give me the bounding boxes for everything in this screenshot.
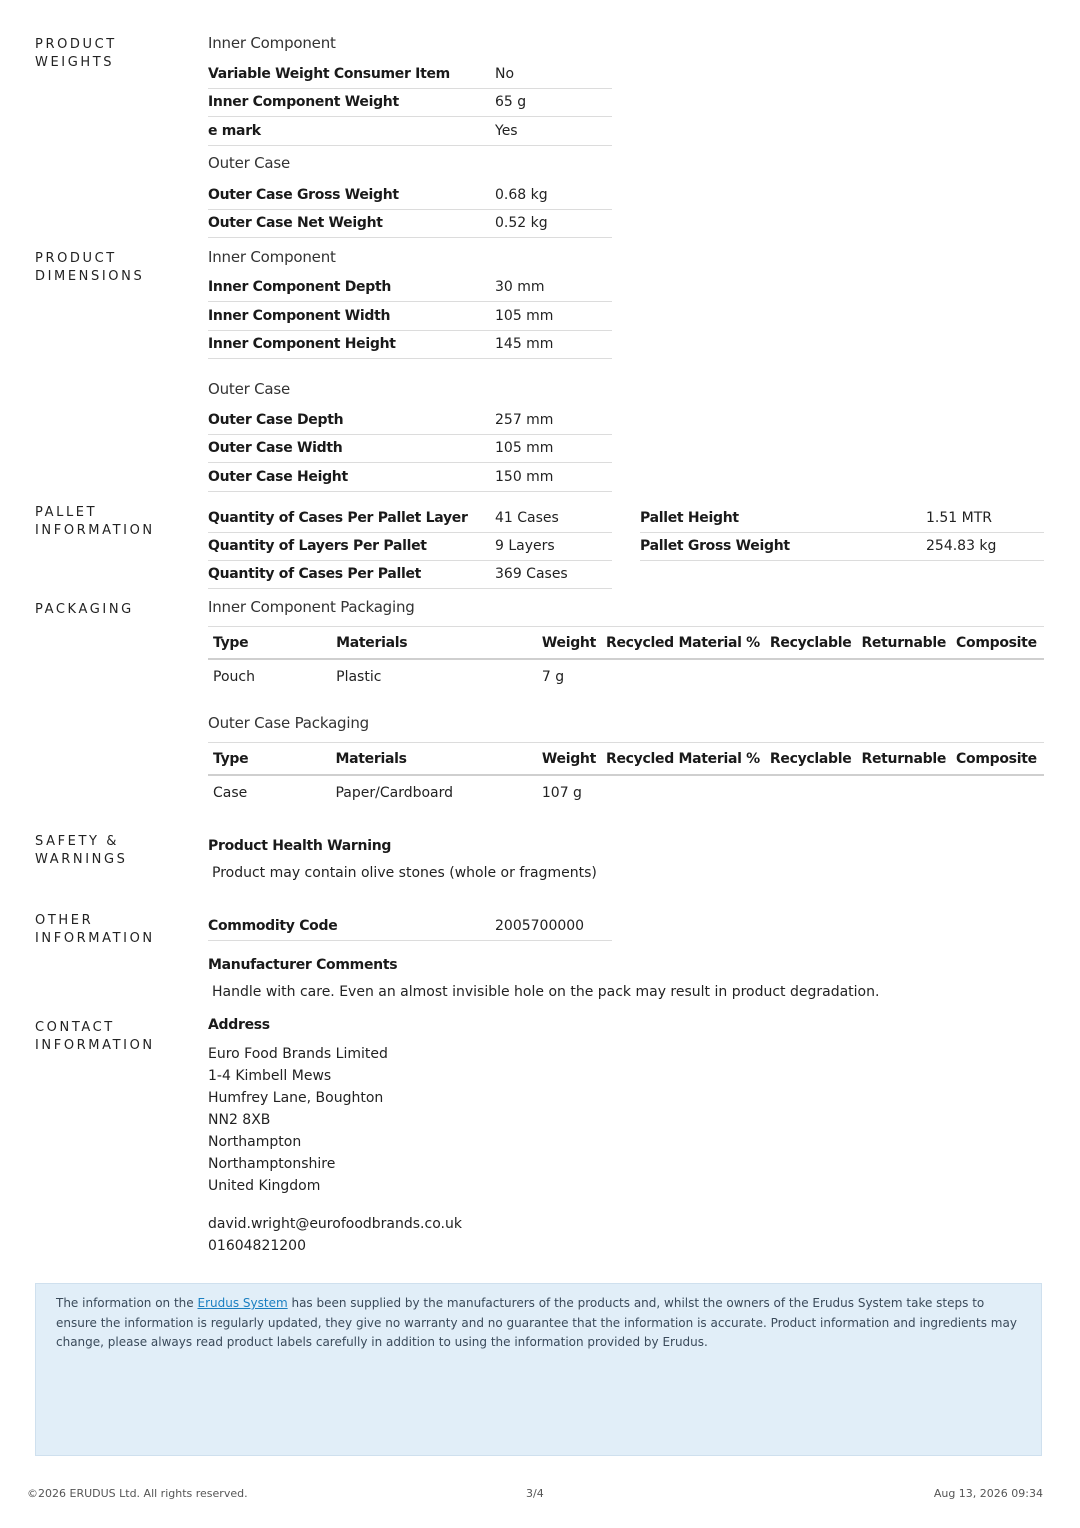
kv-row	[208, 273, 612, 302]
inner-packaging-table	[208, 626, 1044, 694]
kv-row	[208, 88, 612, 117]
column-header-returnable: Returnable	[856, 627, 951, 660]
address-line: United Kingdom	[208, 1178, 321, 1194]
footer-timestamp: Aug 13, 2026 09:34	[933, 1487, 1043, 1500]
health-warning-text: Product may contain olive stones (whole or fragments)	[212, 865, 597, 881]
table-row	[208, 775, 1044, 810]
kv-row	[208, 406, 612, 435]
address-block	[208, 1043, 388, 1197]
column-header-recyclable: Recyclable	[765, 627, 857, 660]
kv-value: 105 mm	[495, 440, 554, 456]
kv-label: Outer Case Net Weight	[208, 215, 383, 231]
kv-label: Quantity of Cases Per Pallet	[208, 566, 422, 582]
column-header-composite: Composite	[951, 627, 1044, 660]
kv-value: 257 mm	[495, 412, 554, 428]
kv-row	[208, 181, 612, 210]
address-line: Euro Food Brands Limited	[208, 1046, 388, 1062]
kv-label: Quantity of Layers Per Pallet	[208, 538, 427, 554]
footer-copyright: ©2026 ERUDUS Ltd. All rights reserved.	[27, 1487, 248, 1500]
section-label-safety-warnings: SAFETY & WARNINGS	[35, 834, 128, 867]
outer-packaging-table	[208, 742, 1044, 810]
contact-phone: 01604821200	[208, 1238, 306, 1254]
cell-recycled	[601, 659, 765, 694]
cell-weight: 107 g	[541, 785, 582, 801]
kv-label: Outer Case Depth	[208, 412, 344, 428]
kv-value: 9 Layers	[495, 538, 555, 554]
disclaimer-body: has been supplied by the manufacturers of the products and, whilst the owners of the Erudus System take steps to ensure the information is regularly updated, they give no warranty and no guarantee that the information is accurate. Product information and ingredients may change, please always read product labels carefully in addition to using the information provided by Erudus.	[56, 1296, 1017, 1349]
kv-label: Pallet Gross Weight	[640, 538, 790, 554]
commodity-code-label: Commodity Code	[208, 918, 338, 934]
kv-label: e mark	[208, 123, 261, 139]
kv-value: 145 mm	[495, 336, 554, 352]
column-header-materials: Materials	[331, 627, 537, 660]
kv-value: 1.51 MTR	[926, 510, 992, 526]
kv-value: 0.68 kg	[495, 187, 548, 203]
column-header-materials: Materials	[330, 743, 536, 776]
kv-row	[208, 330, 612, 359]
cell-composite	[951, 775, 1044, 810]
column-header-type: Type	[208, 627, 331, 660]
footer-page-number: 3/4	[526, 1487, 544, 1500]
kv-value: No	[495, 66, 515, 82]
cell-recycled	[601, 775, 765, 810]
cell-recyclable	[765, 659, 857, 694]
kv-row	[640, 504, 1044, 533]
address-line: 1-4 Kimbell Mews	[208, 1068, 332, 1084]
kv-row	[208, 434, 612, 463]
section-label-other-information: OTHER INFORMATION	[35, 913, 155, 946]
inner-packaging-subheading: Inner Component Packaging	[208, 598, 415, 616]
kv-label: Inner Component Depth	[208, 279, 392, 295]
kv-row	[208, 463, 612, 492]
cell-materials: Paper/Cardboard	[335, 785, 454, 801]
cell-type: Case	[213, 785, 248, 801]
kv-row	[208, 560, 612, 589]
dimensions-inner-subheading: Inner Component	[208, 248, 336, 266]
outer-packaging-subheading: Outer Case Packaging	[208, 714, 369, 732]
kv-value: 30 mm	[495, 279, 545, 295]
table-row	[208, 659, 1044, 694]
kv-row	[208, 504, 612, 533]
cell-weight: 7 g	[541, 669, 565, 685]
kv-row	[208, 302, 612, 331]
kv-value: 0.52 kg	[495, 215, 548, 231]
kv-value: 65 g	[495, 94, 527, 110]
section-label-packaging: PACKAGING	[35, 602, 134, 617]
section-label-product-weights: PRODUCT WEIGHTS	[35, 37, 117, 70]
contact-details	[208, 1213, 462, 1257]
column-header-weight: Weight	[537, 743, 601, 776]
kv-label: Variable Weight Consumer Item	[208, 66, 450, 82]
cell-type: Pouch	[213, 669, 255, 685]
column-header-returnable: Returnable	[856, 743, 951, 776]
kv-row	[208, 117, 612, 146]
kv-label: Quantity of Cases Per Pallet Layer	[208, 510, 468, 526]
manufacturer-comments-heading: Manufacturer Comments	[208, 957, 398, 973]
manufacturer-comments-text: Handle with care. Even an almost invisible hole on the pack may result in product degradation.	[212, 984, 880, 1000]
cell-materials: Plastic	[336, 669, 382, 685]
section-label-pallet-information: PALLET INFORMATION	[35, 505, 155, 538]
kv-label: Inner Component Height	[208, 336, 396, 352]
kv-value: 41 Cases	[495, 510, 559, 526]
column-header-composite: Composite	[951, 743, 1044, 776]
erudus-system-link[interactable]: Erudus System	[197, 1296, 288, 1310]
kv-row	[208, 532, 612, 561]
disclaimer-prefix: The information on the	[56, 1296, 198, 1310]
cell-returnable	[856, 775, 951, 810]
kv-label: Pallet Height	[640, 510, 739, 526]
address-line: Northamptonshire	[208, 1156, 336, 1172]
table-header-row	[208, 627, 1044, 660]
kv-label: Outer Case Width	[208, 440, 343, 456]
kv-label: Outer Case Height	[208, 469, 348, 485]
dimensions-outer-subheading: Outer Case	[208, 380, 291, 398]
kv-label: Inner Component Weight	[208, 94, 399, 110]
kv-value: 254.83 kg	[926, 538, 997, 554]
weights-inner-subheading: Inner Component	[208, 34, 336, 52]
kv-row	[640, 532, 1044, 561]
kv-row	[208, 912, 612, 941]
kv-label: Inner Component Width	[208, 308, 391, 324]
address-line: Northampton	[208, 1134, 302, 1150]
weights-outer-subheading: Outer Case	[208, 154, 291, 172]
health-warning-heading: Product Health Warning	[208, 838, 392, 854]
address-line: NN2 8XB	[208, 1112, 271, 1128]
cell-composite	[951, 659, 1044, 694]
kv-value: 105 mm	[495, 308, 554, 324]
disclaimer-panel	[35, 1283, 1042, 1456]
kv-value: 369 Cases	[495, 566, 568, 582]
section-label-product-dimensions: PRODUCT DIMENSIONS	[35, 251, 145, 284]
cell-returnable	[856, 659, 951, 694]
cell-recyclable	[765, 775, 857, 810]
kv-row	[208, 209, 612, 238]
address-line: Humfrey Lane, Boughton	[208, 1090, 384, 1106]
section-label-contact-information: CONTACT INFORMATION	[35, 1020, 155, 1053]
column-header-type: Type	[208, 743, 330, 776]
column-header-recycled: Recycled Material %	[601, 743, 765, 776]
contact-email: david.wright@eurofoodbrands.co.uk	[208, 1216, 462, 1232]
kv-label: Outer Case Gross Weight	[208, 187, 399, 203]
address-heading: Address	[208, 1017, 270, 1033]
column-header-recyclable: Recyclable	[765, 743, 857, 776]
column-header-recycled: Recycled Material %	[601, 627, 765, 660]
kv-row	[208, 60, 612, 89]
table-header-row	[208, 743, 1044, 776]
column-header-weight: Weight	[537, 627, 601, 660]
kv-value: Yes	[495, 123, 518, 139]
commodity-code-value: 2005700000	[495, 918, 585, 934]
kv-value: 150 mm	[495, 469, 554, 485]
